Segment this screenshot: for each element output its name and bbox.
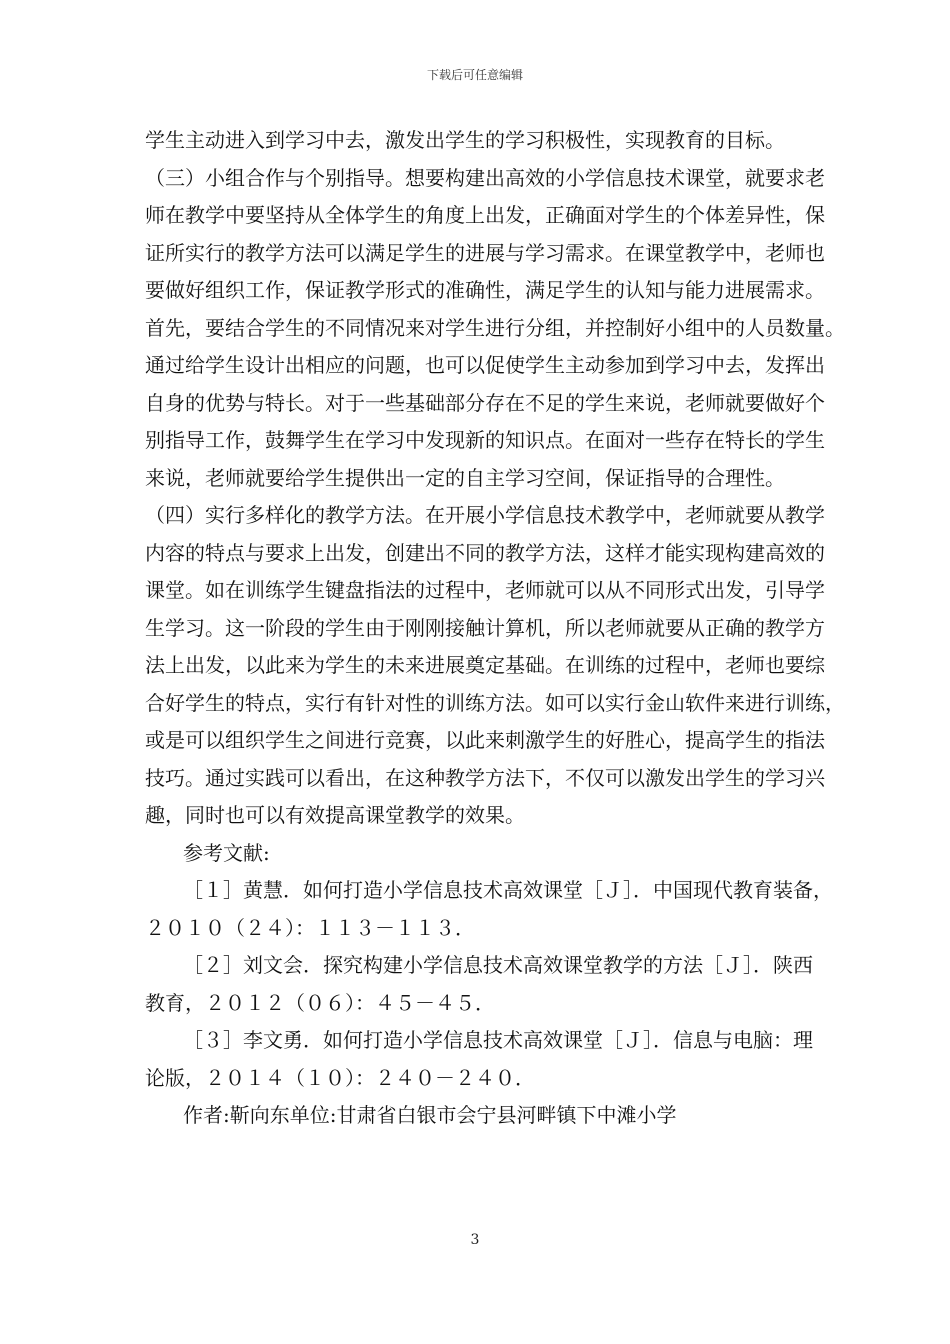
body-line: 课堂。如在训练学生键盘指法的过程中，老师就可以从不同形式出发，引导学 bbox=[145, 578, 825, 602]
page-header: 下载后可任意编辑 bbox=[426, 68, 523, 82]
references-title: 参考文献: bbox=[183, 840, 270, 865]
body-line: 趣，同时也可以有效提高课堂教学的效果。 bbox=[145, 803, 525, 827]
body-line: 通过给学生设计出相应的问题，也可以促使学生主动参加到学习中去，发挥出 bbox=[145, 353, 825, 377]
reference-item: ［３］李文勇．如何打造小学信息技术高效课堂［Ｊ］．信息与电脑：理 bbox=[183, 1028, 813, 1052]
body-line: 法上出发，以此来为学生的未来进展奠定基础。在训练的过程中，老师也要综 bbox=[145, 653, 825, 677]
reference-item: ［２］刘文会．探究构建小学信息技术高效课堂教学的方法［Ｊ］．陕西 bbox=[183, 953, 813, 977]
body-line: 师在教学中要坚持从全体学生的角度上出发，正确面对学生的个体差异性，保 bbox=[145, 203, 825, 227]
body-line: 生学习。这一阶段的学生由于刚刚接触计算机，所以老师就要从正确的教学方 bbox=[145, 615, 825, 640]
body-line: 合好学生的特点，实行有针对性的训练方法。如可以实行金山软件来进行训练， bbox=[145, 690, 845, 715]
reference-item-continued: ２０１０（２４）：１１３－１１３． bbox=[145, 915, 475, 940]
page-number: 3 bbox=[470, 1232, 480, 1248]
body-line: （四）实行多样化的教学方法。在开展小学信息技术教学中，老师就要从教学 bbox=[145, 503, 825, 527]
body-line: 要做好组织工作，保证教学形式的准确性，满足学生的认知与能力进展需求。 bbox=[145, 278, 825, 302]
reference-item-continued: 教育，２０１２（０６）：４５－４５． bbox=[145, 990, 495, 1015]
body-line: 技巧。通过实践可以看出，在这种教学方法下，不仅可以激发出学生的学习兴 bbox=[145, 765, 825, 790]
author-info: 作者:靳向东单位:甘肃省白银市会宁县河畔镇下中滩小学 bbox=[183, 1103, 677, 1127]
body-line: 来说，老师就要给学生提供出一定的自主学习空间，保证指导的合理性。 bbox=[145, 465, 785, 490]
body-line: 或是可以组织学生之间进行竞赛，以此来刺激学生的好胜心，提高学生的指法 bbox=[145, 728, 825, 752]
body-line: （三）小组合作与个别指导。想要构建出高效的小学信息技术课堂，就要求老 bbox=[145, 165, 825, 190]
body-line: 证所实行的教学方法可以满足学生的进展与学习需求。在课堂教学中，老师也 bbox=[145, 240, 825, 265]
reference-item-continued: 论版，２０１４（１０）：２４０－２４０． bbox=[145, 1065, 535, 1090]
body-line: 自身的优势与特长。对于一些基础部分存在不足的学生来说，老师就要做好个 bbox=[145, 390, 825, 415]
body-line: 别指导工作，鼓舞学生在学习中发现新的知识点。在面对一些存在特长的学生 bbox=[145, 428, 825, 452]
body-line: 学生主动进入到学习中去，激发出学生的学习积极性，实现教育的目标。 bbox=[145, 128, 785, 152]
reference-item: ［１］黄慧．如何打造小学信息技术高效课堂［Ｊ］．中国现代教育装备， bbox=[183, 878, 833, 902]
body-line: 内容的特点与要求上出发，创建出不同的教学方法，这样才能实现构建高效的 bbox=[145, 540, 825, 565]
body-line: 首先，要结合学生的不同情况来对学生进行分组，并控制好小组中的人员数量。 bbox=[145, 315, 845, 340]
document-body bbox=[145, 122, 845, 1135]
